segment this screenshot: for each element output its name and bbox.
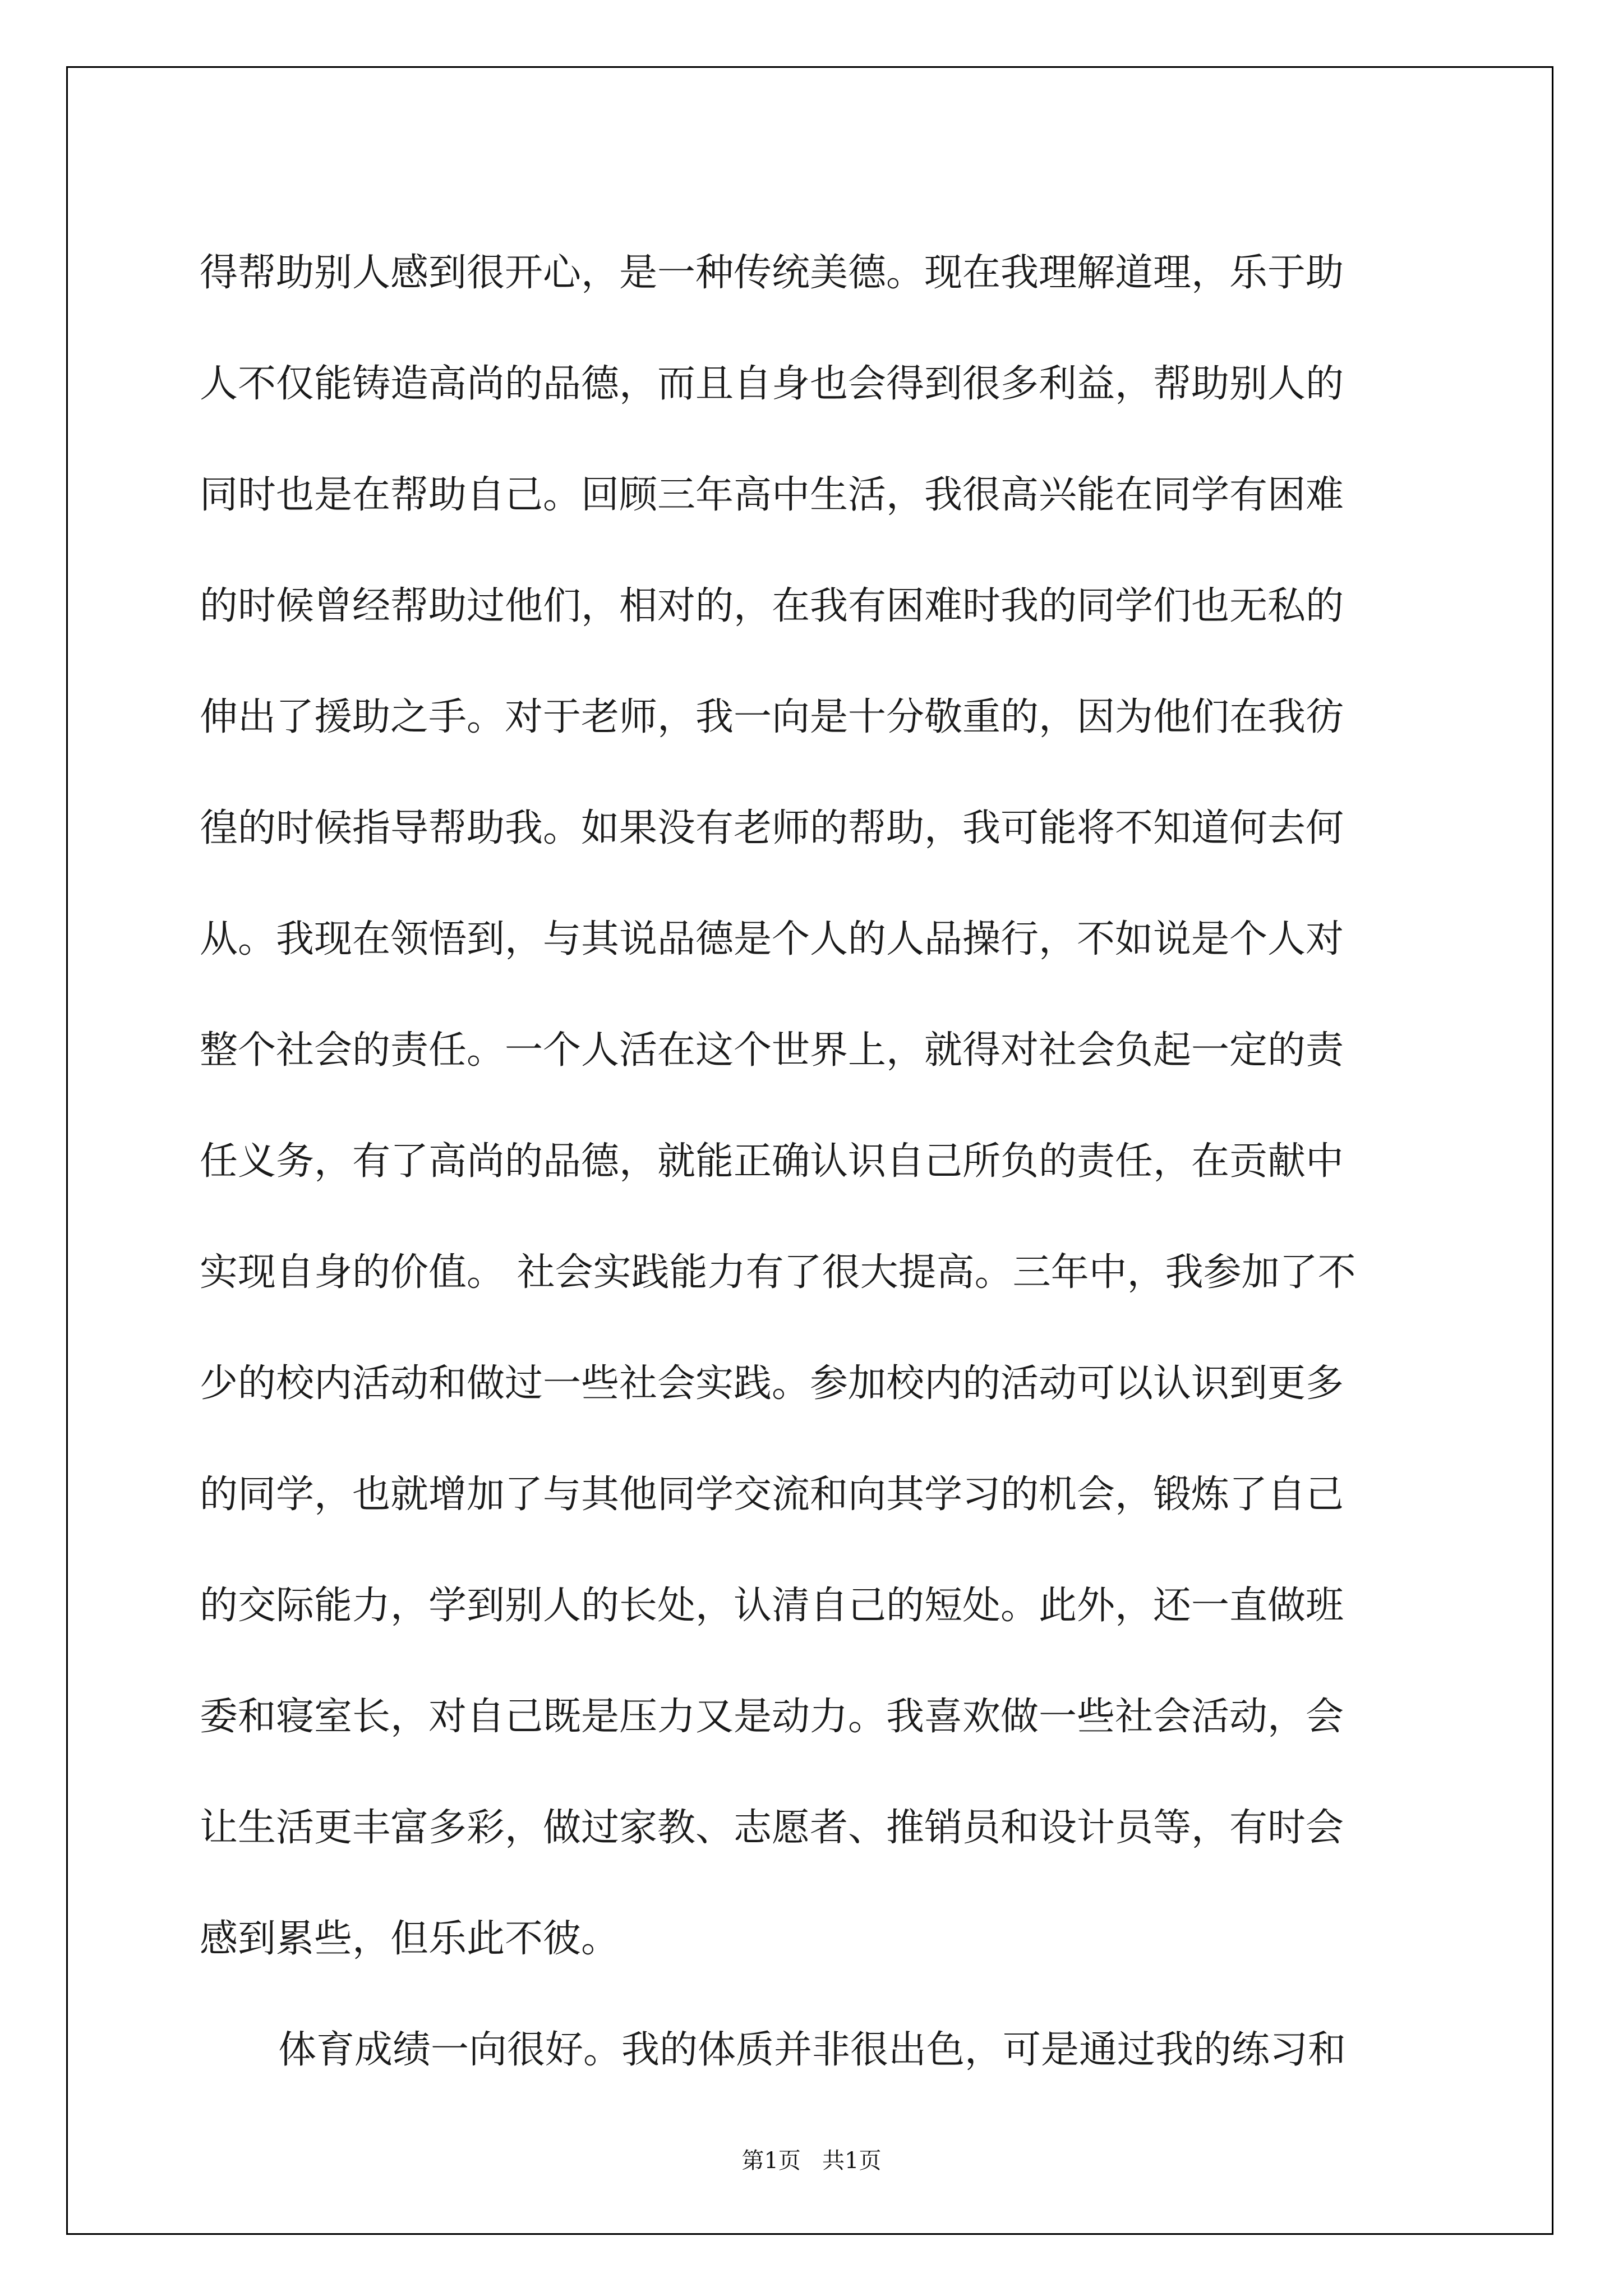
document-body <box>200 218 1433 2106</box>
text-line: 从。我现在领悟到，与其说品德是个人的人品操行，不如说是个人对 <box>200 917 1344 961</box>
text-line: 得帮助别人感到很开心，是一种传统美德。现在我理解道理，乐于助 <box>200 251 1344 295</box>
text-line: 任义务，有了高尚的品德，就能正确认识自己所负的责任，在贡献中 <box>200 1139 1344 1184</box>
text-line: 徨的时候指导帮助我。如果没有老师的帮助，我可能将不知道何去何 <box>200 806 1344 850</box>
text-line: 的同学，也就增加了与其他同学交流和向其学习的机会，锻炼了自己 <box>200 1473 1344 1517</box>
text-line: 伸出了援助之手。对于老师，我一向是十分敬重的，因为他们在我彷 <box>200 695 1344 739</box>
text-line: 同时也是在帮助自己。回顾三年高中生活，我很高兴能在同学有困难 <box>200 473 1344 517</box>
text-line: 让生活更丰富多彩，做过家教、志愿者、推销员和设计员等，有时会 <box>200 1806 1344 1850</box>
text-line: 委和寝室长，对自己既是压力又是动力。我喜欢做一些社会活动，会 <box>200 1695 1344 1739</box>
text-line: 整个社会的责任。一个人活在这个世界上，就得对社会负起一定的责 <box>200 1028 1344 1073</box>
text-line: 人不仅能铸造高尚的品德，而且自身也会得到很多利益，帮助别人的 <box>200 362 1344 406</box>
paragraph-first-line: 体育成绩一向很好。我的体质并非很出色，可是通过我的练习和 <box>278 2028 1347 2072</box>
page-number: 第1页 共1页 <box>741 2148 882 2174</box>
page-footer <box>0 2144 1623 2178</box>
text-line: 感到累些，但乐此不彼。 <box>200 1917 620 1961</box>
text-line: 实现自身的价值。 社会实践能力有了很大提高。三年中，我参加了不 <box>200 1250 1356 1295</box>
text-line: 的时候曾经帮助过他们，相对的，在我有困难时我的同学们也无私的 <box>200 584 1344 628</box>
text-line: 少的校内活动和做过一些社会实践。参加校内的活动可以认识到更多 <box>200 1361 1344 1406</box>
text-line: 的交际能力，学到别人的长处，认清自己的短处。此外，还一直做班 <box>200 1584 1344 1628</box>
